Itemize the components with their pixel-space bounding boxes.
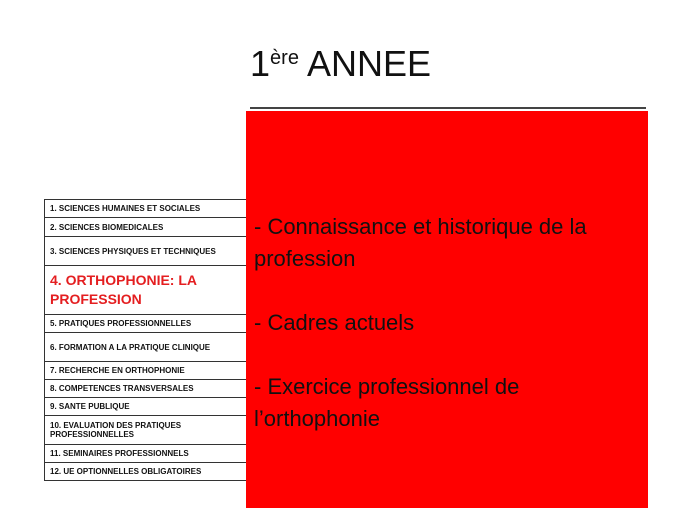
- module-cell: 1. SCIENCES HUMAINES ET SOCIALES: [45, 200, 258, 218]
- table-row: [45, 398, 258, 416]
- panel-content: [254, 211, 638, 467]
- panel-item: - Exercice professionnel de l’orthophonie: [254, 374, 520, 431]
- module-cell-highlighted: 4. ORTHOPHONIE: LA PROFESSION: [45, 266, 258, 315]
- detail-panel: [246, 111, 648, 508]
- slide-title: [250, 42, 431, 86]
- module-cell: 6. FORMATION A LA PRATIQUE CLINIQUE: [45, 333, 258, 362]
- table-row: [45, 445, 258, 463]
- panel-top-divider: [250, 107, 646, 109]
- module-cell: 7. RECHERCHE EN ORTHOPHONIE: [45, 362, 258, 380]
- table-row: [45, 463, 258, 481]
- table-row: [45, 315, 258, 333]
- module-cell: 9. SANTE PUBLIQUE: [45, 398, 258, 416]
- module-cell: 11. SEMINAIRES PROFESSIONNELS: [45, 445, 258, 463]
- panel-item: - Connaissance et historique de la profession: [254, 214, 587, 271]
- title-text: ANNEE: [298, 43, 431, 84]
- module-cell: 10. EVALUATION DES PRATIQUES PROFESSIONNELLES: [45, 416, 258, 445]
- title-number: 1: [250, 43, 271, 84]
- table-row: [45, 362, 258, 380]
- module-cell: 5. PRATIQUES PROFESSIONNELLES: [45, 315, 258, 333]
- modules-table: [44, 199, 258, 481]
- module-cell: 2. SCIENCES BIOMEDICALES: [45, 218, 258, 237]
- table-row: [45, 237, 258, 266]
- module-cell: 12. UE OPTIONNELLES OBLIGATOIRES: [45, 463, 258, 481]
- table-row: [45, 380, 258, 398]
- panel-item: - Cadres actuels: [254, 310, 415, 335]
- table-row: [45, 333, 258, 362]
- table-row: [45, 218, 258, 237]
- module-cell: 3. SCIENCES PHYSIQUES ET TECHNIQUES: [45, 237, 258, 266]
- table-row: [45, 266, 258, 315]
- module-cell: 8. COMPETENCES TRANSVERSALES: [45, 380, 258, 398]
- table-row: [45, 200, 258, 218]
- table-row: [45, 416, 258, 445]
- title-superscript: ère: [270, 47, 299, 69]
